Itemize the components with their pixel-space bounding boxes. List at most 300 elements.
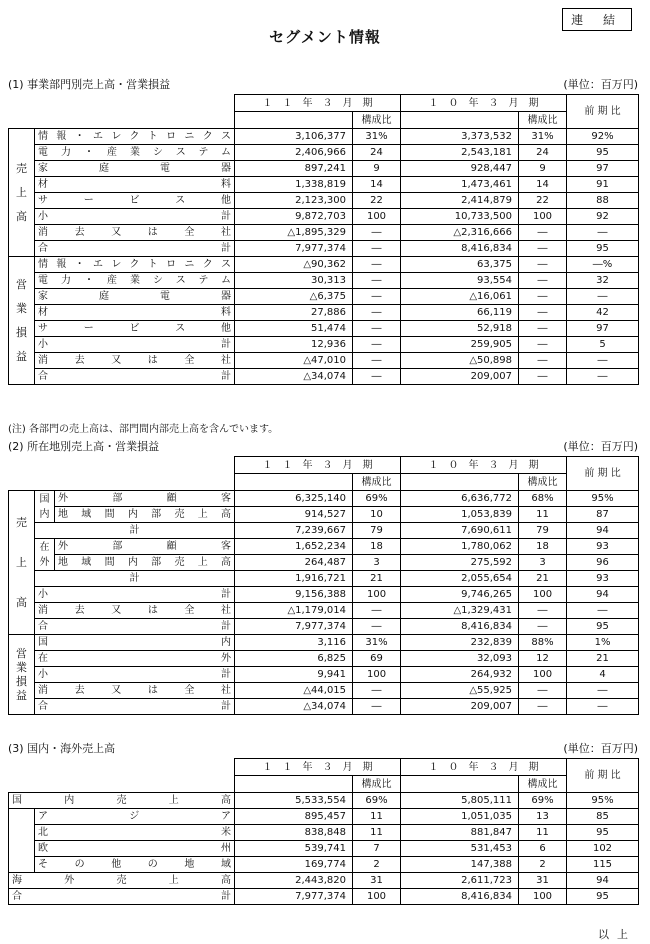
comp-fy10: 79: [519, 523, 567, 539]
segment-table-business: [8, 94, 639, 385]
comp-fy10: ―: [519, 699, 567, 715]
prev-ratio: 95: [567, 619, 639, 635]
value-fy11: 5,533,554: [235, 793, 353, 809]
section3-title: (3) 国内・海外売上高: [8, 742, 116, 755]
row-label: 小計: [35, 587, 235, 603]
comp-fy11: 18: [353, 539, 401, 555]
comp-fy10: 21: [519, 571, 567, 587]
value-fy11: 2,123,300: [235, 193, 353, 209]
section3-heading: [8, 742, 638, 756]
comp-fy11: 7: [353, 841, 401, 857]
sub-group-label: 在外: [35, 539, 55, 571]
comp-fy10: 18: [519, 539, 567, 555]
prev-ratio: 95%: [567, 793, 639, 809]
comp-fy11: 9: [353, 161, 401, 177]
row-label: 小計: [35, 337, 235, 353]
value-fy11: △34,074: [235, 699, 353, 715]
value-fy11: 27,886: [235, 305, 353, 321]
header-prev-ratio: 前 期 比: [567, 95, 639, 129]
table-row: [9, 603, 639, 619]
header-fy11: １ １ 年 ３ 月 期: [235, 457, 401, 474]
value-fy10: 93,554: [401, 273, 519, 289]
prev-ratio: ―: [567, 699, 639, 715]
group-label: 売上高: [9, 491, 35, 635]
comp-fy10: 31%: [519, 129, 567, 145]
segment-table-domestic-overseas: [8, 758, 639, 905]
value-fy11: 7,977,374: [235, 241, 353, 257]
row-label: 合計: [35, 369, 235, 385]
comp-fy10: 3: [519, 555, 567, 571]
group-label: 営業損益: [9, 257, 35, 385]
comp-fy10: ―: [519, 289, 567, 305]
end-mark: 以上: [598, 928, 636, 941]
sub-group-label: 国内: [35, 491, 55, 523]
value-fy10: 259,905: [401, 337, 519, 353]
prev-ratio: 94: [567, 873, 639, 889]
row-label: 消去又は全社: [35, 683, 235, 699]
comp-fy10: 31: [519, 873, 567, 889]
comp-fy11: ―: [353, 337, 401, 353]
value-fy10: 928,447: [401, 161, 519, 177]
comp-fy11: ―: [353, 321, 401, 337]
prev-ratio: 97: [567, 321, 639, 337]
value-fy11: 30,313: [235, 273, 353, 289]
value-fy10: 8,416,834: [401, 889, 519, 905]
value-fy11: 838,848: [235, 825, 353, 841]
row-label: 合計: [35, 241, 235, 257]
row-label: 外部顧客: [55, 539, 235, 555]
comp-fy11: 3: [353, 555, 401, 571]
table-row: [9, 857, 639, 873]
comp-fy10: 9: [519, 161, 567, 177]
value-fy11: △44,015: [235, 683, 353, 699]
value-fy10: 7,690,611: [401, 523, 519, 539]
value-fy11: △1,895,329: [235, 225, 353, 241]
value-fy11: 1,338,819: [235, 177, 353, 193]
table-row: [9, 651, 639, 667]
value-fy11: 914,527: [235, 507, 353, 523]
comp-fy10: ―: [519, 353, 567, 369]
comp-fy11: 69%: [353, 793, 401, 809]
value-fy10: 2,414,879: [401, 193, 519, 209]
value-fy10: 10,733,500: [401, 209, 519, 225]
prev-ratio: 85: [567, 809, 639, 825]
table-row: [9, 209, 639, 225]
value-fy10: 8,416,834: [401, 619, 519, 635]
header-prev-ratio: 前 期 比: [567, 457, 639, 491]
value-fy11: 1,916,721: [235, 571, 353, 587]
prev-ratio: ―: [567, 353, 639, 369]
comp-fy11: 11: [353, 809, 401, 825]
header-blank: [235, 776, 353, 793]
value-fy10: 264,932: [401, 667, 519, 683]
header-blank: [235, 474, 353, 491]
value-fy10: 209,007: [401, 369, 519, 385]
comp-fy10: 12: [519, 651, 567, 667]
row-label: 情報・エレクトロニクス: [35, 129, 235, 145]
value-fy10: 2,543,181: [401, 145, 519, 161]
value-fy11: 9,156,388: [235, 587, 353, 603]
table-row: [9, 619, 639, 635]
prev-ratio: 91: [567, 177, 639, 193]
table-row: [9, 699, 639, 715]
prev-ratio: ―: [567, 369, 639, 385]
table-row: [9, 337, 639, 353]
value-fy10: 232,839: [401, 635, 519, 651]
value-fy10: 1,473,461: [401, 177, 519, 193]
value-fy11: 9,941: [235, 667, 353, 683]
comp-fy11: ―: [353, 289, 401, 305]
comp-fy10: ―: [519, 241, 567, 257]
table-row: [9, 193, 639, 209]
comp-fy11: ―: [353, 353, 401, 369]
value-fy10: 32,093: [401, 651, 519, 667]
header-row: [9, 759, 639, 776]
prev-ratio: 4: [567, 667, 639, 683]
comp-fy11: 69%: [353, 491, 401, 507]
segment-table-location: [8, 456, 639, 715]
comp-fy10: 2: [519, 857, 567, 873]
row-label: 材料: [35, 177, 235, 193]
value-fy10: 209,007: [401, 699, 519, 715]
value-fy11: △6,375: [235, 289, 353, 305]
comp-fy11: ―: [353, 603, 401, 619]
row-label: 在外: [35, 651, 235, 667]
value-fy10: △50,898: [401, 353, 519, 369]
value-fy10: △2,316,666: [401, 225, 519, 241]
value-fy11: 895,457: [235, 809, 353, 825]
table-row: [9, 129, 639, 145]
value-fy10: 531,453: [401, 841, 519, 857]
header-fy10: １ ０ 年 ３ 月 期: [401, 95, 567, 112]
comp-fy10: ―: [519, 305, 567, 321]
header-fy11: １ １ 年 ３ 月 期: [235, 759, 401, 776]
row-label: 小計: [35, 209, 235, 225]
table-row: [9, 587, 639, 603]
value-fy10: 2,055,654: [401, 571, 519, 587]
comp-fy10: ―: [519, 619, 567, 635]
section1-title: (1) 事業部門別売上高・営業損益: [8, 78, 171, 91]
table-row: [9, 555, 639, 571]
comp-fy10: 100: [519, 889, 567, 905]
header-blank: [235, 112, 353, 129]
comp-fy11: 100: [353, 209, 401, 225]
table-row: [9, 523, 639, 539]
comp-fy10: ―: [519, 603, 567, 619]
comp-fy11: 100: [353, 889, 401, 905]
value-fy11: 7,239,667: [235, 523, 353, 539]
consolidated-badge: 連 結: [562, 8, 632, 31]
comp-fy11: 24: [353, 145, 401, 161]
value-fy10: 1,053,839: [401, 507, 519, 523]
comp-fy11: ―: [353, 683, 401, 699]
value-fy10: 52,918: [401, 321, 519, 337]
value-fy11: 897,241: [235, 161, 353, 177]
prev-ratio: 97: [567, 161, 639, 177]
comp-fy10: ―: [519, 369, 567, 385]
row-label: サービス他: [35, 193, 235, 209]
prev-ratio: 92%: [567, 129, 639, 145]
prev-ratio: 21: [567, 651, 639, 667]
prev-ratio: 88: [567, 193, 639, 209]
comp-fy11: 31: [353, 873, 401, 889]
comp-fy11: 31%: [353, 635, 401, 651]
group-label: 売上高: [9, 129, 35, 257]
value-fy11: △34,074: [235, 369, 353, 385]
comp-fy10: 100: [519, 209, 567, 225]
prev-ratio: 95: [567, 889, 639, 905]
value-fy11: 2,443,820: [235, 873, 353, 889]
comp-fy10: ―: [519, 337, 567, 353]
table-row: [9, 369, 639, 385]
table-row: [9, 683, 639, 699]
table-row: [9, 273, 639, 289]
prev-ratio: 95: [567, 825, 639, 841]
row-label: サービス他: [35, 321, 235, 337]
prev-ratio: 96: [567, 555, 639, 571]
value-fy11: 12,936: [235, 337, 353, 353]
section1-heading: [8, 78, 638, 92]
comp-fy10: ―: [519, 273, 567, 289]
comp-fy11: ―: [353, 241, 401, 257]
comp-fy11: ―: [353, 369, 401, 385]
value-fy11: 539,741: [235, 841, 353, 857]
header-prev-ratio: 前 期 比: [567, 759, 639, 793]
table-row: [9, 841, 639, 857]
page-title: セグメント情報: [269, 28, 381, 46]
header-blank: [9, 95, 235, 129]
comp-fy10: ―: [519, 683, 567, 699]
header-fy10: １ ０ 年 ３ 月 期: [401, 457, 567, 474]
row-label: 情報・エレクトロニクス: [35, 257, 235, 273]
table-row: [9, 241, 639, 257]
value-fy11: 7,977,374: [235, 619, 353, 635]
comp-fy11: 10: [353, 507, 401, 523]
value-fy11: 6,325,140: [235, 491, 353, 507]
row-label: 合計: [35, 699, 235, 715]
comp-fy10: 69%: [519, 793, 567, 809]
value-fy11: 9,872,703: [235, 209, 353, 225]
value-fy11: 3,106,377: [235, 129, 353, 145]
row-label: 地域間内部売上高: [55, 555, 235, 571]
comp-fy11: ―: [353, 619, 401, 635]
header-comp-fy10: 構成比: [519, 776, 567, 793]
row-label: アジア: [35, 809, 235, 825]
group-spacer: [9, 809, 35, 873]
prev-ratio: ―: [567, 603, 639, 619]
value-fy10: 8,416,834: [401, 241, 519, 257]
section3-unit: (単位：百万円): [563, 742, 638, 755]
row-label: 合計: [9, 889, 235, 905]
comp-fy11: 2: [353, 857, 401, 873]
comp-fy10: 100: [519, 667, 567, 683]
value-fy10: 9,746,265: [401, 587, 519, 603]
section2-heading: [8, 440, 638, 454]
header-row: [9, 457, 639, 474]
value-fy10: △16,061: [401, 289, 519, 305]
row-label: 材料: [35, 305, 235, 321]
header-comp-fy11: 構成比: [353, 112, 401, 129]
comp-fy11: ―: [353, 273, 401, 289]
table-row: [9, 667, 639, 683]
row-label: 計: [35, 523, 235, 539]
comp-fy10: ―: [519, 225, 567, 241]
comp-fy11: 21: [353, 571, 401, 587]
prev-ratio: 102: [567, 841, 639, 857]
comp-fy10: 14: [519, 177, 567, 193]
comp-fy11: 100: [353, 667, 401, 683]
table-row: [9, 825, 639, 841]
comp-fy10: 22: [519, 193, 567, 209]
value-fy10: 2,611,723: [401, 873, 519, 889]
value-fy10: 5,805,111: [401, 793, 519, 809]
comp-fy10: ―: [519, 257, 567, 273]
value-fy11: △90,362: [235, 257, 353, 273]
header-blank: [401, 776, 519, 793]
row-label: その他の地域: [35, 857, 235, 873]
row-label: 家庭電器: [35, 289, 235, 305]
row-label: 外部顧客: [55, 491, 235, 507]
value-fy11: △47,010: [235, 353, 353, 369]
table-row: [9, 289, 639, 305]
table-row: [9, 353, 639, 369]
row-label: 消去又は全社: [35, 603, 235, 619]
header-blank: [401, 112, 519, 129]
comp-fy11: ―: [353, 225, 401, 241]
row-label: 国内売上高: [9, 793, 235, 809]
table-row: [9, 809, 639, 825]
table-row: [9, 571, 639, 587]
prev-ratio: 94: [567, 587, 639, 603]
comp-fy11: 69: [353, 651, 401, 667]
row-label: 海外売上高: [9, 873, 235, 889]
value-fy10: △1,329,431: [401, 603, 519, 619]
value-fy10: 6,636,772: [401, 491, 519, 507]
header-blank: [9, 457, 235, 491]
comp-fy10: 24: [519, 145, 567, 161]
value-fy11: △1,179,014: [235, 603, 353, 619]
header-comp-fy10: 構成比: [519, 112, 567, 129]
table-row: [9, 539, 639, 555]
prev-ratio: 92: [567, 209, 639, 225]
prev-ratio: 93: [567, 539, 639, 555]
group-label: 営業損益: [9, 635, 35, 715]
comp-fy11: 14: [353, 177, 401, 193]
prev-ratio: 94: [567, 523, 639, 539]
row-label: 合計: [35, 619, 235, 635]
comp-fy11: ―: [353, 699, 401, 715]
row-label: 家庭電器: [35, 161, 235, 177]
value-fy10: 3,373,532: [401, 129, 519, 145]
value-fy10: △55,925: [401, 683, 519, 699]
table-row: [9, 889, 639, 905]
value-fy10: 66,119: [401, 305, 519, 321]
comp-fy10: 11: [519, 507, 567, 523]
header-fy11: １ １ 年 ３ 月 期: [235, 95, 401, 112]
comp-fy11: 31%: [353, 129, 401, 145]
footnote: (注) 各部門の売上高は、部門間内部売上高を含んでいます。: [8, 424, 279, 435]
table-row: [9, 257, 639, 273]
row-label: 計: [35, 571, 235, 587]
table-row: [9, 873, 639, 889]
comp-fy10: 6: [519, 841, 567, 857]
prev-ratio: 42: [567, 305, 639, 321]
row-label: 欧州: [35, 841, 235, 857]
comp-fy10: 11: [519, 825, 567, 841]
prev-ratio: 115: [567, 857, 639, 873]
value-fy11: 2,406,966: [235, 145, 353, 161]
row-label: 小計: [35, 667, 235, 683]
row-label: 北米: [35, 825, 235, 841]
comp-fy11: ―: [353, 257, 401, 273]
section2-title: (2) 所在地別売上高・営業損益: [8, 440, 160, 453]
table-row: [9, 305, 639, 321]
value-fy10: 1,051,035: [401, 809, 519, 825]
comp-fy11: 79: [353, 523, 401, 539]
table-row: [9, 145, 639, 161]
table-row: [9, 177, 639, 193]
row-label: 消去又は全社: [35, 225, 235, 241]
prev-ratio: ―%: [567, 257, 639, 273]
value-fy11: 6,825: [235, 651, 353, 667]
value-fy11: 51,474: [235, 321, 353, 337]
comp-fy11: ―: [353, 305, 401, 321]
comp-fy10: 88%: [519, 635, 567, 651]
prev-ratio: 95%: [567, 491, 639, 507]
value-fy11: 169,774: [235, 857, 353, 873]
row-label: 電力・産業システム: [35, 273, 235, 289]
prev-ratio: ―: [567, 683, 639, 699]
header-fy10: １ ０ 年 ３ 月 期: [401, 759, 567, 776]
comp-fy10: 68%: [519, 491, 567, 507]
prev-ratio: 93: [567, 571, 639, 587]
header-blank: [401, 474, 519, 491]
prev-ratio: 1%: [567, 635, 639, 651]
header-comp-fy11: 構成比: [353, 474, 401, 491]
section1-unit: (単位：百万円): [563, 78, 638, 91]
row-label: 電力・産業システム: [35, 145, 235, 161]
comp-fy10: 13: [519, 809, 567, 825]
header-comp-fy11: 構成比: [353, 776, 401, 793]
comp-fy10: ―: [519, 321, 567, 337]
value-fy10: 1,780,062: [401, 539, 519, 555]
value-fy10: 881,847: [401, 825, 519, 841]
comp-fy11: 11: [353, 825, 401, 841]
header-comp-fy10: 構成比: [519, 474, 567, 491]
header-blank: [9, 759, 235, 793]
prev-ratio: 87: [567, 507, 639, 523]
header-row: [9, 95, 639, 112]
value-fy11: 7,977,374: [235, 889, 353, 905]
section2-unit: (単位：百万円): [563, 440, 638, 453]
value-fy11: 1,652,234: [235, 539, 353, 555]
table-row: [9, 507, 639, 523]
table-row: [9, 225, 639, 241]
row-label: 地域間内部売上高: [55, 507, 235, 523]
prev-ratio: ―: [567, 225, 639, 241]
row-label: 消去又は全社: [35, 353, 235, 369]
prev-ratio: 95: [567, 145, 639, 161]
table-row: [9, 635, 639, 651]
prev-ratio: ―: [567, 289, 639, 305]
comp-fy11: 22: [353, 193, 401, 209]
comp-fy10: 100: [519, 587, 567, 603]
prev-ratio: 5: [567, 337, 639, 353]
table-row: [9, 491, 639, 507]
table-row: [9, 321, 639, 337]
table-row: [9, 161, 639, 177]
value-fy10: 63,375: [401, 257, 519, 273]
